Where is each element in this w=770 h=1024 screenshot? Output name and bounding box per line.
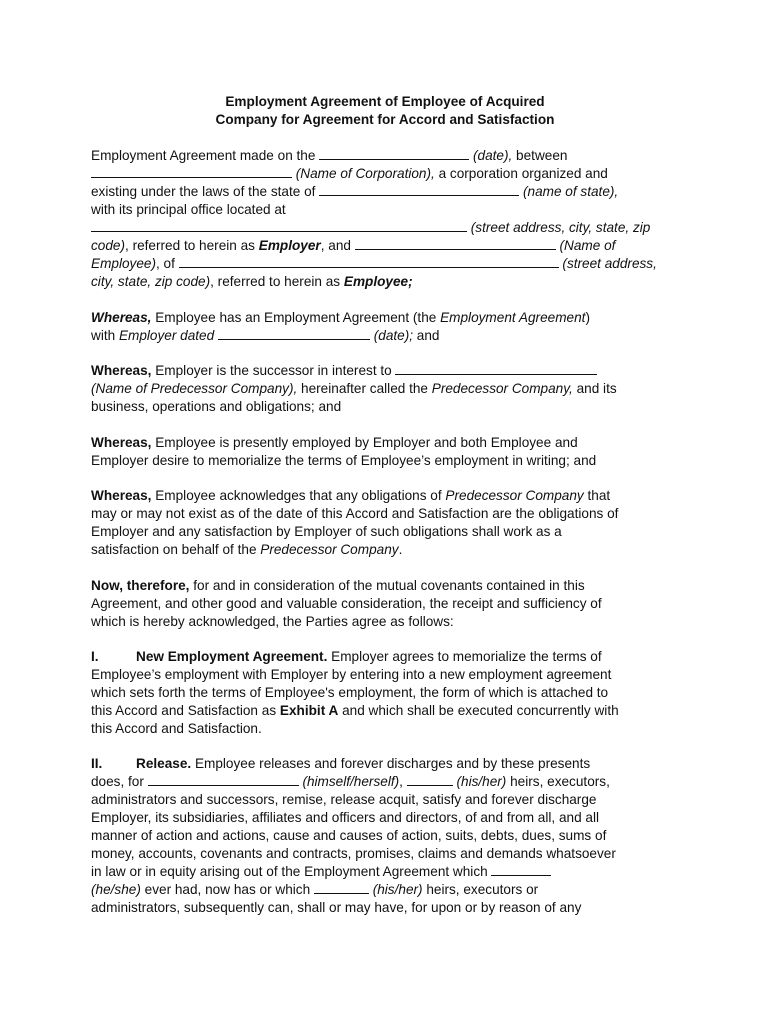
now-therefore-line: Agreement, and other good and valuable consideration, the receipt and sufficiency of <box>91 596 602 611</box>
state-blank[interactable] <box>319 183 519 196</box>
intro-line: Employee), of (street address, <box>91 256 657 271</box>
section-number: II. <box>91 756 103 771</box>
section-number: I. <box>91 649 99 664</box>
intro-line: existing under the laws of the state of (name of state), <box>91 184 619 199</box>
himself-herself-blank[interactable] <box>148 773 299 786</box>
now-therefore-line: Now, therefore, for and in consideration of the mutual covenants contained in this <box>91 578 585 593</box>
whereas-line: business, operations and obligations; and <box>91 399 342 414</box>
employee-name-blank[interactable] <box>355 237 556 250</box>
he-she-blank[interactable] <box>491 863 551 876</box>
whereas-line: Whereas, Employer is the successor in interest to <box>91 362 597 380</box>
document-title-line-1: Employment Agreement of Employee of Acquired <box>225 94 545 109</box>
intro-line: (Name of Corporation), a corporation organized and <box>91 165 608 183</box>
section-2-line: does, for (himself/herself), (his/her) heirs, executors, <box>91 774 610 789</box>
document-title-line-2: Company for Agreement for Accord and Satisfaction <box>215 112 555 127</box>
whereas-line: satisfaction on behalf of the Predecessor Company. <box>91 542 403 557</box>
section-2-line: administrators, subsequently can, shall or may have, for upon or by reason of any <box>91 900 582 915</box>
intro-line: code), referred to herein as Employer, and (Name of <box>91 238 616 253</box>
section-2-line: manner of action and actions, cause and causes of action, suits, debts, dues, sums of <box>91 828 607 843</box>
section-1-line: which sets forth the terms of Employee's employment, the form of which is attached to <box>91 685 609 700</box>
section-1-line: Employee’s employment with Employer by entering into a new employment agreement <box>91 667 612 682</box>
date-blank[interactable] <box>319 147 469 160</box>
section-2-line: in law or in equity arising out of the Employment Agreement which <box>91 863 551 881</box>
section-2-line: II. Release. Employee releases and forever discharges and by these presents <box>91 756 591 771</box>
section-1-line: I. New Employment Agreement. Employer agrees to memorialize the terms of <box>91 649 602 664</box>
his-her-blank[interactable] <box>407 773 453 786</box>
intro-line: Employment Agreement made on the (date), between <box>91 148 568 163</box>
agreement-date-blank[interactable] <box>218 327 370 340</box>
section-2-line: money, accounts, covenants and contracts, promises, claims and demands whatsoever <box>91 846 616 861</box>
predecessor-company-blank[interactable] <box>395 362 597 375</box>
section-2-line: (he/she) ever had, now has or which (his/her) heirs, executors or <box>91 882 539 897</box>
whereas-line: with Employer dated (date); and <box>91 328 440 343</box>
section-2-line: Employer, its subsidiaries, affiliates and officers and directors, of and from all, and all <box>91 810 600 825</box>
whereas-line: Employer desire to memorialize the terms of Employee’s employment in writing; and <box>91 453 597 468</box>
whereas-line: Whereas, Employee is presently employed by Employer and both Employee and <box>91 435 578 450</box>
intro-line: city, state, zip code), referred to herein as Employee; <box>91 274 413 289</box>
section-2-line: administrators and successors, remise, release acquit, satisfy and forever discharge <box>91 792 597 807</box>
employee-address-blank[interactable] <box>179 255 559 268</box>
now-therefore-line: which is hereby acknowledged, the Parties agree as follows: <box>91 614 454 629</box>
intro-line: (street address, city, state, zip <box>91 219 650 237</box>
whereas-line: Whereas, Employee acknowledges that any obligations of Predecessor Company that <box>91 488 611 503</box>
section-1-line: this Accord and Satisfaction. <box>91 721 262 736</box>
intro-line: with its principal office located at <box>91 202 286 217</box>
whereas-line: Whereas, Employee has an Employment Agreement (the Employment Agreement) <box>91 310 590 325</box>
whereas-line: may or may not exist as of the date of this Accord and Satisfaction are the obligations of <box>91 506 619 521</box>
principal-office-blank[interactable] <box>91 219 467 232</box>
corporation-name-blank[interactable] <box>91 165 292 178</box>
whereas-line: (Name of Predecessor Company), hereinafter called the Predecessor Company, and its <box>91 381 617 396</box>
his-her-blank[interactable] <box>314 881 369 894</box>
section-1-line: this Accord and Satisfaction as Exhibit A and which shall be executed concurrently with <box>91 703 619 718</box>
whereas-line: Employer and any satisfaction by Employer of such obligations shall work as a <box>91 524 562 539</box>
